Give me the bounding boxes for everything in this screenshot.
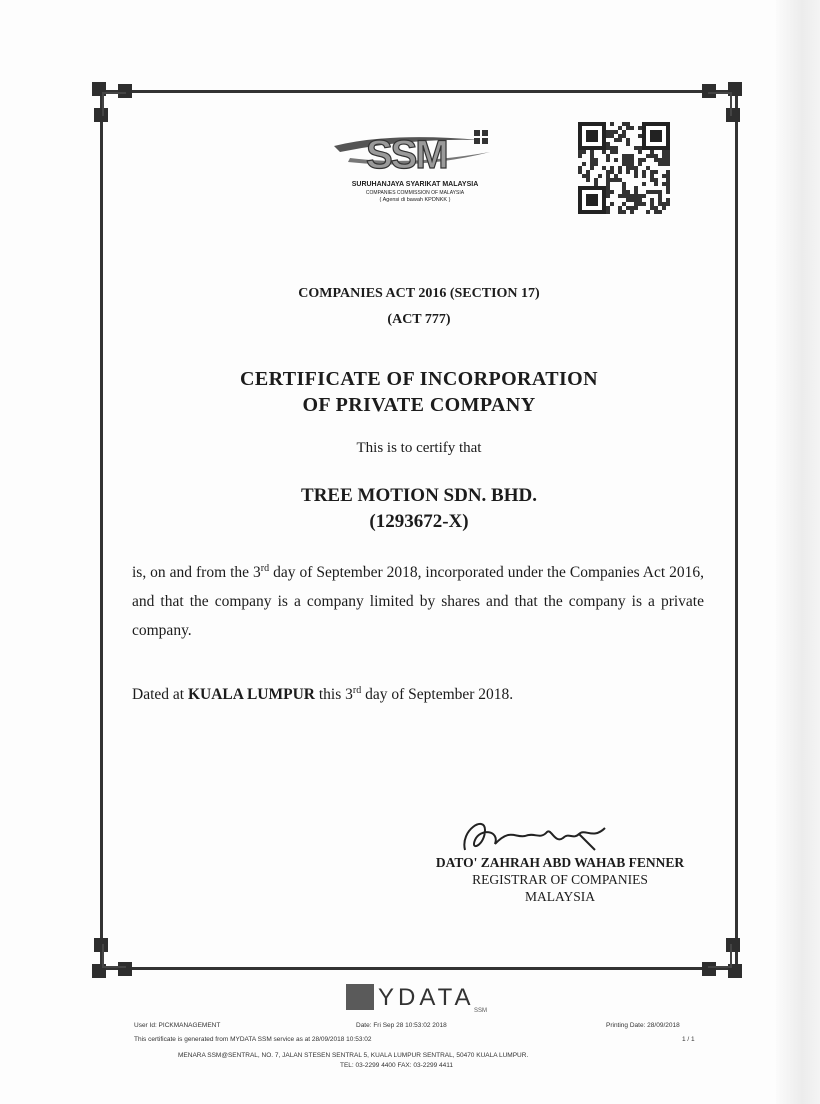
certify-text: This is to certify that bbox=[356, 440, 482, 456]
corner-ornament-top-left bbox=[92, 82, 132, 122]
footer-generated-note: This certificate is generated from MYDATA SSM service as at 28/09/2018 10:53:02 bbox=[134, 1036, 372, 1043]
certificate-title-line-2: OF PRIVATE COMPANY bbox=[302, 394, 536, 416]
footer-user-id: User Id: PICKMANAGEMENT bbox=[134, 1022, 221, 1029]
dated-statement: Dated at KUALA LUMPUR this 3rd day of September 2018. bbox=[132, 684, 514, 703]
signatory-name: DATO' ZAHRAH ABD WAHAB FENNER bbox=[435, 855, 685, 870]
mydata-brand-sub: SSM bbox=[474, 1008, 488, 1014]
footer-page: 1 / 1 bbox=[682, 1036, 695, 1043]
signatory-country: MALAYSIA bbox=[524, 889, 595, 904]
svg-text:SSM: SSM bbox=[366, 133, 447, 177]
signatory-block bbox=[400, 854, 720, 905]
company-name: TREE MOTION SDN. BHD. bbox=[301, 485, 537, 506]
act-line-2: (ACT 777) bbox=[387, 312, 451, 327]
act-line-1: COMPANIES ACT 2016 (SECTION 17) bbox=[298, 286, 540, 301]
corner-ornament-top-right bbox=[702, 82, 742, 122]
corner-ornament-bottom-right bbox=[702, 938, 742, 978]
agency-name-my: SURUHANJAYA SYARIKAT MALAYSIA bbox=[351, 181, 479, 188]
agency-name-en: COMPANIES COMMISSION OF MALAYSIA bbox=[365, 190, 465, 196]
footer-address-line-2: TEL: 03-2299 4400 FAX: 03-2299 4411 bbox=[340, 1062, 453, 1069]
mydata-logo bbox=[346, 982, 496, 1016]
footer-printing-date: Printing Date: 28/09/2018 bbox=[606, 1022, 680, 1029]
agency-note: ( Agensi di bawah KPDNKK ) bbox=[379, 197, 451, 203]
signatory-title: REGISTRAR OF COMPANIES bbox=[472, 872, 648, 887]
incorporation-statement: is, on and from the 3rd day of September 2018, incorporated under the Companies Act 2016, and that the company is a company limited by shares and that the company is a private company. bbox=[132, 562, 704, 639]
footer-date: Date: Fri Sep 28 10:53:02 2018 bbox=[356, 1022, 447, 1029]
scan-edge-shadow bbox=[776, 0, 820, 1104]
footer-address-line-1: MENARA SSM@SENTRAL, NO. 7, JALAN STESEN SENTRAL 5, KUALA LUMPUR SENTRAL, 50470 KUALA LUMPUR. bbox=[178, 1052, 529, 1059]
mydata-logo-mark bbox=[346, 984, 374, 1010]
qr-code bbox=[578, 122, 670, 214]
company-number: (1293672-X) bbox=[369, 511, 469, 532]
corner-ornament-bottom-left bbox=[92, 938, 132, 978]
mydata-brand-text: YDATA bbox=[378, 984, 475, 1011]
certificate-title-line-1: CERTIFICATE OF INCORPORATION bbox=[240, 368, 598, 390]
